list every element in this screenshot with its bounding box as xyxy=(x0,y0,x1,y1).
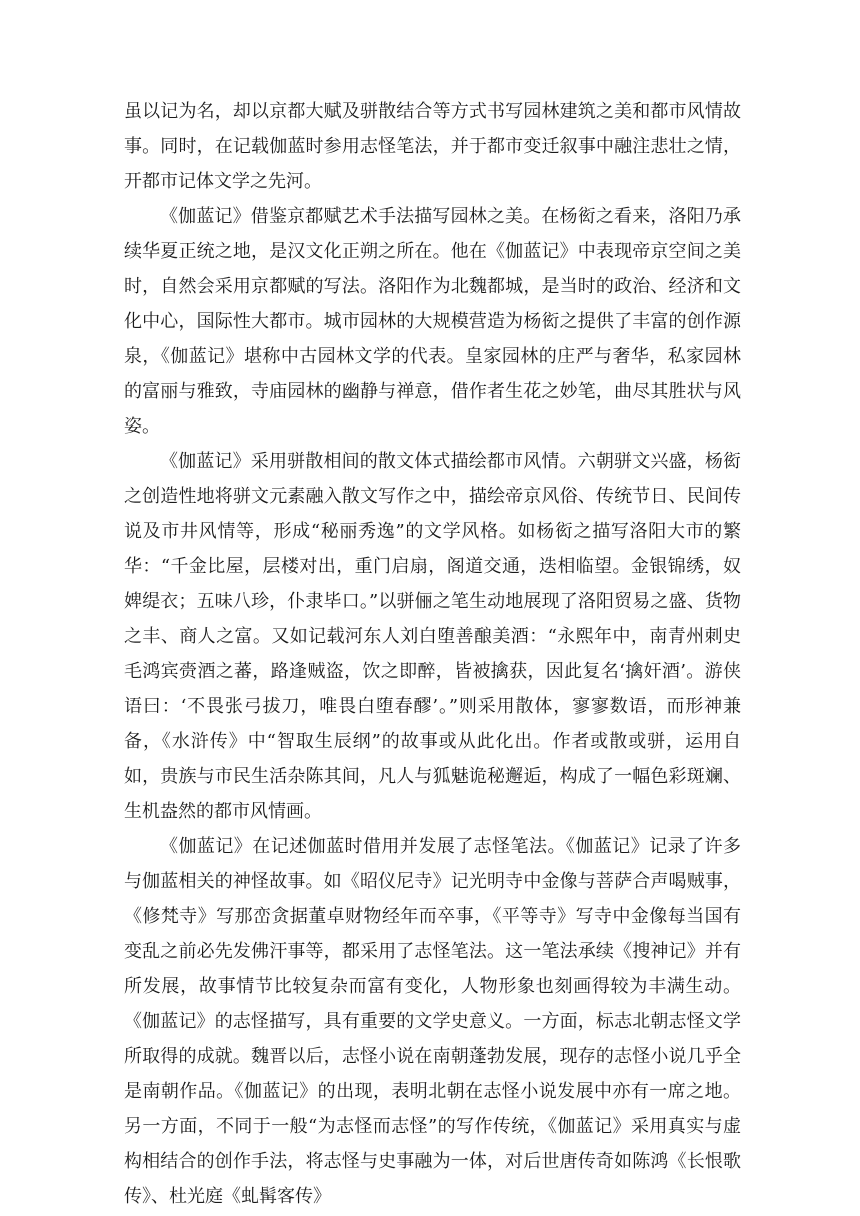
paragraph-4: 《伽蓝记》在记述伽蓝时借用并发展了志怪笔法。《伽蓝记》记录了许多与伽蓝相关的神怪故事。如《昭仪尼寺》记光明寺中金像与菩萨合声喝贼事，《修梵寺》写那峦贪据董卓财物经年而卒事，《平等寺》写寺中金像每当国有变乱之前必先发佛汗事等，都采用了志怪笔法。这一笔法承续《搜神记》并有所发展，故事情节比较复杂而富有变化，人物形象也刻画得较为丰满生动。《伽蓝记》的志怪描写，具有重要的文学史意义。一方面，标志北朝志怪文学所取得的成就。魏晋以后，志怪小说在南朝蓬勃发展，现存的志怪小说几乎全是南朝作品。《伽蓝记》的出现，表明北朝在志怪小说发展中亦有一席之地。另一方面，不同于一般“为志怪而志怪”的写作传统，《伽蓝记》采用真实与虚构相结合的创作手法，将志怪与史事融为一体，对后世唐传奇如陈鸿《长恨歌传》、杜光庭《虬髯客传》 xyxy=(124,836,741,1207)
document-body xyxy=(124,94,741,1214)
paragraph-3: 《伽蓝记》采用骈散相间的散文体式描绘都市风情。六朝骈文兴盛，杨衒之创造性地将骈文元素融入散文写作之中，描绘帝京风俗、传统节日、民间传说及市井风情等，形成“秘丽秀逸”的文学风格。如杨衒之描写洛阳大市的繁华：“千金比屋，层楼对出，重门启扇，阁道交通，迭相临望。金银锦绣，奴婢缇衣；五味八珍，仆隶毕口。”以骈俪之笔生动地展现了洛阳贸易之盛、货物之丰、商人之富。又如记载河东人刘白堕善酿美酒：“永熙年中，南青州刺史毛鸿宾赍酒之蕃，路逢贼盗，饮之即醉，皆被擒获，因此复名‘擒奸酒’。游侠语曰：‘不畏张弓拔刀，唯畏白堕春醪’。”则采用散体，寥寥数语，而形神兼备，《水浒传》中“智取生辰纲”的故事或从此化出。作者或散或骈，运用自如，贵族与市民生活杂陈其间，凡人与狐魅诡秘邂逅，构成了一幅色彩斑斓、生机盎然的都市风情画。 xyxy=(124,451,741,822)
paragraph-2: 《伽蓝记》借鉴京都赋艺术手法描写园林之美。在杨衒之看来，洛阳乃承续华夏正统之地，是汉文化正朔之所在。他在《伽蓝记》中表现帝京空间之美时，自然会采用京都赋的写法。洛阳作为北魏都城，是当时的政治、经济和文化中心，国际性大都市。城市园林的大规模营造为杨衒之提供了丰富的创作源泉，《伽蓝记》堪称中古园林文学的代表。皇家园林的庄严与奢华，私家园林的富丽与雅致，寺庙园林的幽静与禅意，借作者生花之妙笔，曲尽其胜状与风姿。 xyxy=(124,206,741,437)
paragraph-1: 虽以记为名，却以京都大赋及骈散结合等方式书写园林建筑之美和都市风情故事。同时，在记载伽蓝时参用志怪笔法，并于都市变迁叙事中融注悲壮之情，开都市记体文学之先河。 xyxy=(124,101,741,192)
